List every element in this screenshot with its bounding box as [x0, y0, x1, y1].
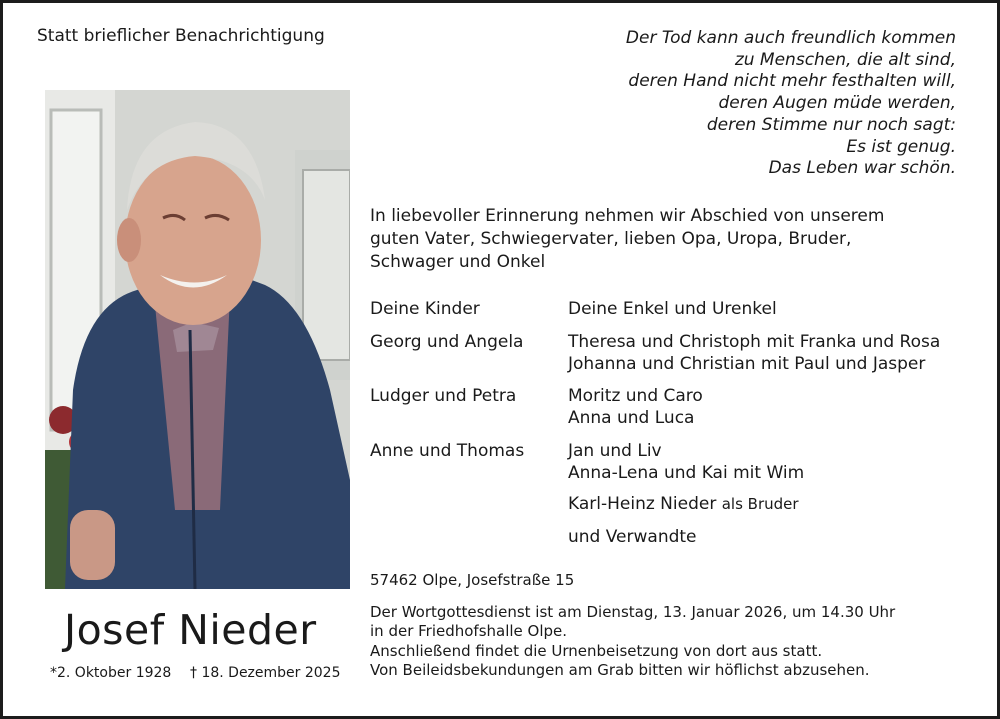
- child-name: Ludger und Petra: [370, 386, 517, 406]
- poem-line: Das Leben war schön.: [768, 158, 956, 179]
- service-line: Anschließend findet die Urnenbeisetzung von dort aus statt.: [370, 641, 823, 660]
- birth-date: *2. Oktober 1928: [50, 665, 172, 681]
- intro-text: [370, 205, 950, 274]
- portrait-illustration: [45, 90, 350, 589]
- service-line: Der Wortgottesdienst ist am Dienstag, 13. Januar 2026, um 14.30 Uhr: [370, 603, 896, 621]
- intro-line: In liebevoller Erinnerung nehmen wir Abschied von unserem: [370, 206, 885, 226]
- grandchild-line: Johanna und Christian mit Paul und Jasper: [568, 354, 926, 374]
- death-date: † 18. Dezember 2025: [190, 665, 341, 681]
- poem: [626, 28, 956, 180]
- poem-line: deren Hand nicht mehr festhalten will,: [628, 71, 956, 92]
- address: 57462 Olpe, Josefstraße 15: [370, 571, 575, 589]
- deceased-name: Josef Nieder: [64, 606, 317, 654]
- grandchildren-heading: Deine Enkel und Urenkel: [568, 299, 777, 319]
- poem-line: deren Stimme nur noch sagt:: [706, 114, 956, 135]
- brother-name: Karl-Heinz Nieder: [568, 494, 717, 514]
- portrait-photo: [45, 90, 350, 589]
- grandchild-line: Moritz und Caro: [568, 386, 703, 406]
- service-info: [370, 603, 895, 681]
- relatives-line: und Verwandte: [568, 527, 697, 547]
- child-name: Anne und Thomas: [370, 441, 525, 461]
- grandchild-line: Anna und Luca: [568, 408, 695, 428]
- grandchild-line: Anna-Lena und Kai mit Wim: [568, 463, 805, 483]
- brother-line: [568, 494, 799, 514]
- children-heading: Deine Kinder: [370, 299, 480, 319]
- child-name: Georg und Angela: [370, 332, 524, 352]
- service-line: Von Beileidsbekundungen am Grab bitten wir höflichst abzusehen.: [370, 661, 870, 680]
- intro-line: guten Vater, Schwiegervater, lieben Opa, Uropa, Bruder,: [370, 229, 852, 249]
- notice-heading: Statt brieflicher Benachrichtigung: [37, 26, 325, 46]
- grandchild-line: Jan und Liv: [568, 441, 662, 461]
- brother-role: als Bruder: [721, 495, 799, 513]
- intro-line: Schwager und Onkel: [370, 252, 546, 272]
- poem-line: Der Tod kann auch freundlich kommen: [625, 28, 956, 48]
- poem-line: Es ist genug.: [846, 136, 956, 157]
- service-line: in der Friedhofshalle Olpe.: [370, 622, 568, 641]
- poem-line: zu Menschen, die alt sind,: [734, 49, 956, 70]
- poem-line: deren Augen müde werden,: [718, 93, 956, 114]
- grandchild-line: Theresa und Christoph mit Franka und Rosa: [568, 332, 941, 352]
